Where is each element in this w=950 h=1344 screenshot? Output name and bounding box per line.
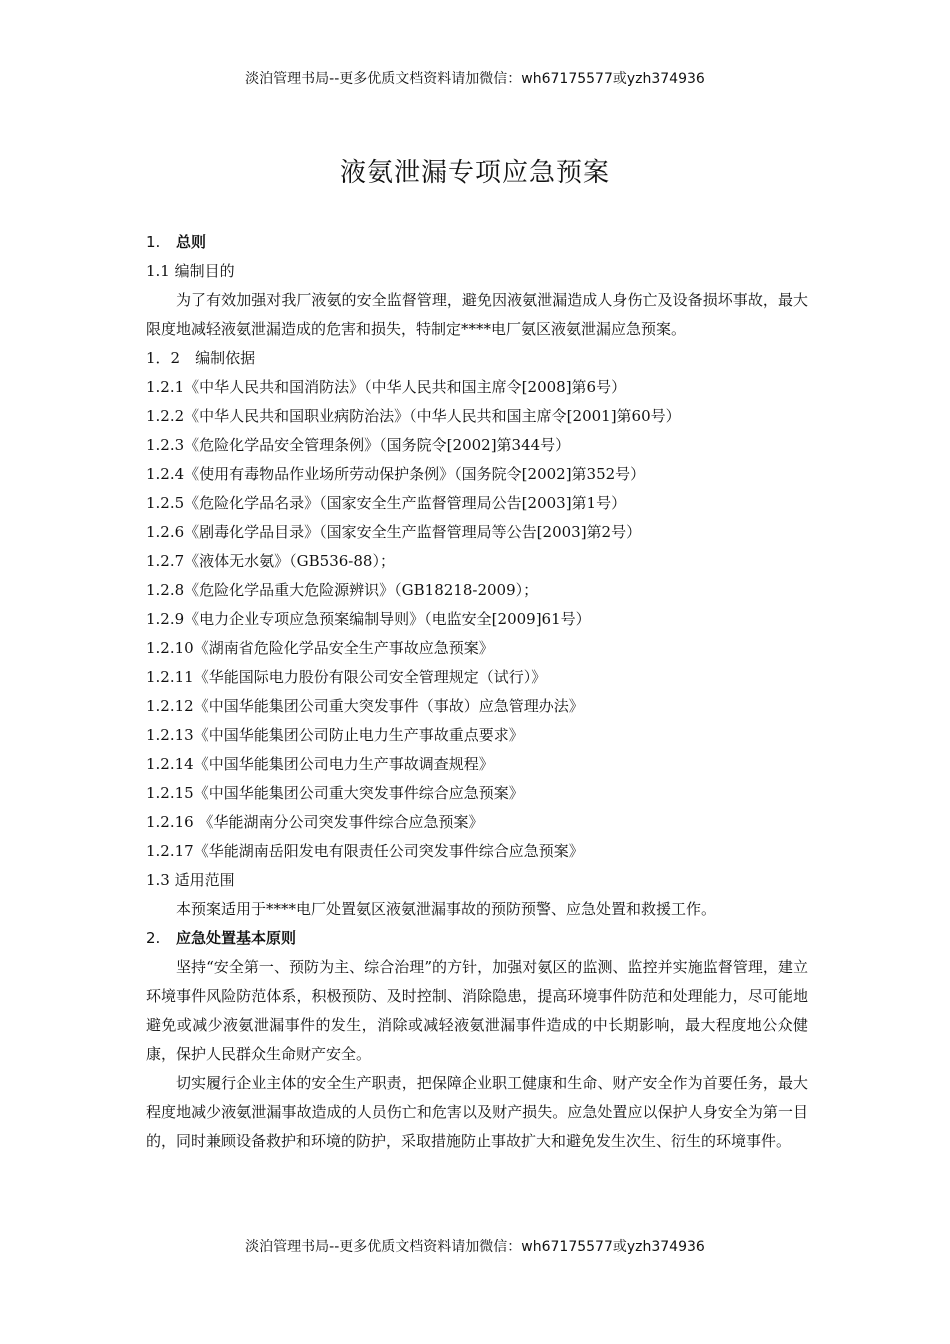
list-item: 1.2.10《湖南省危险化学品安全生产事故应急预案》 xyxy=(146,639,494,657)
section-number: 1. xyxy=(146,233,161,251)
list-item: 1.2.15《中国华能集团公司重大突发事件综合应急预案》 xyxy=(146,784,524,802)
paragraph-principle-2: 切实履行企业主体的安全生产职责，把保障企业职工健康和生命、财产安全作为首要任务，最大程度地减少液氨泄漏事故造成的人员伤亡和危害以及财产损失。应急处置应以保护人身安全为第一目的，同时兼顾设备救护和环境的防护，采取措施防止事故扩大和避免发生次生、衍生的环境事件。 xyxy=(146,1074,808,1150)
list-item: 1.2.6《剧毒化学品目录》（国家安全生产监督管理局等公告[2003]第2号） xyxy=(146,523,642,541)
document-title: 液氨泄漏专项应急预案 xyxy=(339,158,610,188)
basis-list xyxy=(146,373,808,866)
subsection-1-2: 1．2 编制依据 xyxy=(146,349,256,367)
section-1-heading xyxy=(146,228,808,257)
section-title: 总则 xyxy=(176,233,207,251)
list-item: 1.2.12《中国华能集团公司重大突发事件（事故）应急管理办法》 xyxy=(146,697,584,715)
subsection-1-3: 1.3 适用范围 xyxy=(146,871,235,889)
page-header: 淡泊管理书局--更多优质文档资料请加微信：wh67175577或yzh374936 xyxy=(245,71,705,87)
list-item: 1.2.3《危险化学品安全管理条例》（国务院令[2002]第344号） xyxy=(146,436,571,454)
paragraph-purpose: 为了有效加强对我厂液氨的安全监督管理，避免因液氨泄漏造成人身伤亡及设备损坏事故，最大限度地减轻液氨泄漏造成的危害和损失，特制定****电厂氨区液氨泄漏应急预案。 xyxy=(146,291,808,338)
list-item: 1.2.5《危险化学品名录》（国家安全生产监督管理局公告[2003]第1号） xyxy=(146,494,627,512)
list-item: 1.2.2《中华人民共和国职业病防治法》（中华人民共和国主席令[2001]第60号） xyxy=(146,407,681,425)
list-item: 1.2.11《华能国际电力股份有限公司安全管理规定（试行）》 xyxy=(146,668,547,686)
page-footer: 淡泊管理书局--更多优质文档资料请加微信：wh67175577或yzh374936 xyxy=(245,1239,705,1255)
list-item: 1.2.9《电力企业专项应急预案编制导则》（电监安全[2009]61号） xyxy=(146,610,591,628)
section-2-heading xyxy=(146,924,808,953)
list-item: 1.2.7《液体无水氨》（GB536-88）； xyxy=(146,552,395,570)
list-item: 1.2.17《华能湖南岳阳发电有限责任公司突发事件综合应急预案》 xyxy=(146,842,584,860)
list-item: 1.2.14《中国华能集团公司电力生产事故调查规程》 xyxy=(146,755,494,773)
list-item: 1.2.8《危险化学品重大危险源辨识》（GB18218-2009）； xyxy=(146,581,539,599)
list-item: 1.2.13《中国华能集团公司防止电力生产事故重点要求》 xyxy=(146,726,524,744)
list-item: 1.2.16 《华能湖南分公司突发事件综合应急预案》 xyxy=(146,813,484,831)
list-item: 1.2.4《使用有毒物品作业场所劳动保护条例》（国务院令[2002]第352号） xyxy=(146,465,646,483)
document-body xyxy=(146,228,808,1156)
paragraph-scope: 本预案适用于****电厂处置氨区液氨泄漏事故的预防预警、应急处置和救援工作。 xyxy=(176,900,717,918)
paragraph-principle-1: 坚持“安全第一、预防为主、综合治理”的方针，加强对氨区的监测、监控并实施监督管理，建立环境事件风险防范体系，积极预防、及时控制、消除隐患，提高环境事件防范和处理能力，尽可能地避免或减少液氨泄漏事件的发生，消除或减轻液氨泄漏事件造成的中长期影响，最大程度地公众健康，保护人民群众生命财产安全。 xyxy=(146,958,808,1063)
list-item: 1.2.1《中华人民共和国消防法》（中华人民共和国主席令[2008]第6号） xyxy=(146,378,627,396)
section-title: 应急处置基本原则 xyxy=(176,929,297,947)
subsection-1-1: 1.1 编制目的 xyxy=(146,262,235,280)
section-number: 2. xyxy=(146,929,161,947)
